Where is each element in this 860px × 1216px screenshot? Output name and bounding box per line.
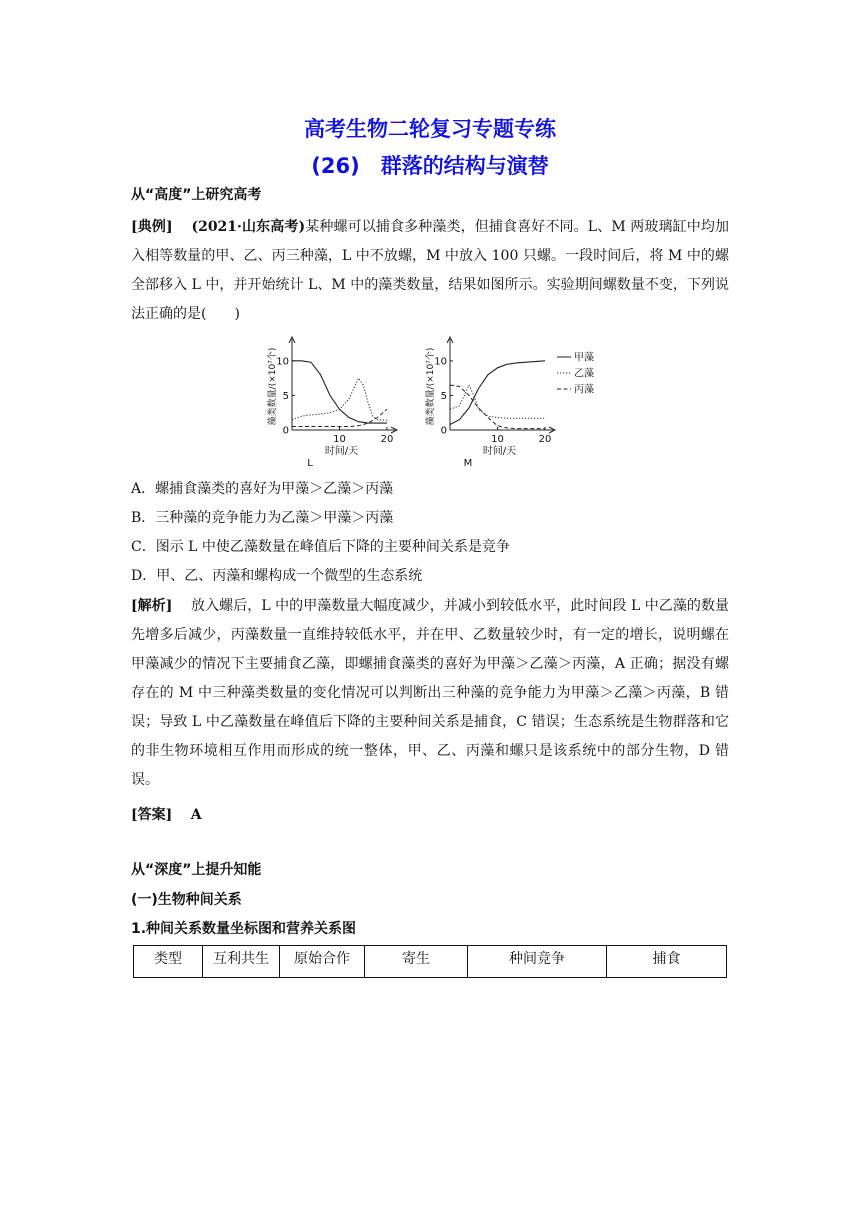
y-tick-label: 10 xyxy=(276,356,289,368)
answer-tag: [答案] xyxy=(131,807,173,823)
legend-label: 乙藻 xyxy=(574,368,594,380)
example-question xyxy=(131,213,729,329)
series-line-solid xyxy=(450,361,545,425)
page-subtitle: (26) 群落的结构与演替 xyxy=(311,154,549,178)
example-tag: [典例] xyxy=(131,219,173,235)
example-source: (2021·山东高考) xyxy=(191,219,306,235)
subsection-heading: (一)生物种间关系 xyxy=(131,892,242,908)
option-b: B．三种藻的竞争能力为乙藻＞甲藻＞丙藻 xyxy=(131,510,394,526)
analysis-tag: [解析] xyxy=(131,598,173,614)
table-header-row xyxy=(134,946,727,978)
table-header-cell: 捕食 xyxy=(607,946,727,978)
x-tick-label: 10 xyxy=(333,434,346,445)
series-line-solid xyxy=(292,361,387,423)
chart-l xyxy=(266,337,397,469)
table-header-cell: 寄生 xyxy=(365,946,468,978)
y-axis-label: 藻类数量/(×10⁷个) xyxy=(268,347,278,426)
relation-table xyxy=(133,945,727,978)
table-header-cell: 互利共生 xyxy=(203,946,280,978)
panel-label: M xyxy=(463,458,473,469)
legend-label: 丙藻 xyxy=(574,384,594,396)
item-heading: 1.种间关系数量坐标图和营养关系图 xyxy=(131,921,357,937)
y-tick-label: 10 xyxy=(434,356,447,368)
analysis-body: 放入螺后，L 中的甲藻数量大幅度减少，并减小到较低水平，此时间段 L 中乙藻的数量先增多后减少，丙藻数量一直维持较低水平，并在甲、乙数量较少时，有一定的增长，说明螺在甲藻减少的情况下主要捕食乙藻，即螺捕食藻类的喜好为甲藻＞乙藻＞丙藻，A 正确；据没有螺存在的 M 中三种藻类数量的变化情况可以判断出三种藻的竞争能力为甲藻＞乙藻＞丙藻，B 错误；导致 L 中乙藻数量在峰值后下降的主要种间关系是捕食，C 错误；生态系统是生物群落和它的非生物环境相互作用而形成的统一整体，甲、乙、丙藻和螺只是该系统中的部分生物，D 错误。 xyxy=(131,598,730,788)
table-header-cell: 种间竞争 xyxy=(468,946,607,978)
analysis-block xyxy=(131,592,729,795)
table-header-cell: 类型 xyxy=(134,946,203,978)
option-a: A．螺捕食藻类的喜好为甲藻＞乙藻＞丙藻 xyxy=(131,481,394,497)
section-heading-height: 从“高度”上研究高考 xyxy=(131,187,262,203)
series-line-dashed xyxy=(450,385,545,429)
x-tick-label: 20 xyxy=(380,434,394,445)
answer-line xyxy=(131,804,202,824)
table-header-cell: 原始合作 xyxy=(280,946,365,978)
y-tick-label: 5 xyxy=(282,390,289,402)
y-axis-label: 藻类数量/(×10⁷个) xyxy=(426,347,436,426)
series-line-dashed xyxy=(292,409,387,426)
y-tick-label: 0 xyxy=(440,425,447,437)
answer-value: A xyxy=(190,807,202,823)
x-tick-label: 10 xyxy=(491,434,504,445)
page-title: 高考生物二轮复习专题专练 xyxy=(304,117,556,141)
x-axis-label: 时间/天 xyxy=(324,446,359,457)
option-c: C．图示 L 中使乙藻数量在峰值后下降的主要种间关系是竞争 xyxy=(131,539,510,555)
section-heading-depth: 从“深度”上提升知能 xyxy=(131,862,262,878)
legend-label: 甲藻 xyxy=(574,352,594,364)
example-body: 某种螺可以捕食多种藻类，但捕食喜好不同。L、M 两玻璃缸中均加入相等数量的甲、乙、丙三种藻，L 中不放螺，M 中放入 100 只螺。一段时间后，将 M 中的螺全部移入 L 中，并开始统计 L、M 中的藻类数量，结果如图所示。实验期间螺数量不变，下列说法正确的是( ) xyxy=(131,219,729,322)
chart-m xyxy=(424,337,594,469)
x-axis-label: 时间/天 xyxy=(482,446,517,457)
y-tick-label: 0 xyxy=(282,425,289,437)
y-tick-label: 5 xyxy=(440,390,447,402)
x-tick-label: 20 xyxy=(538,434,552,445)
option-d: D．甲、乙、丙藻和螺构成一个微型的生态系统 xyxy=(131,568,423,584)
series-line-dotted xyxy=(292,378,387,420)
figure-charts xyxy=(260,335,605,475)
panel-label: L xyxy=(307,458,313,469)
